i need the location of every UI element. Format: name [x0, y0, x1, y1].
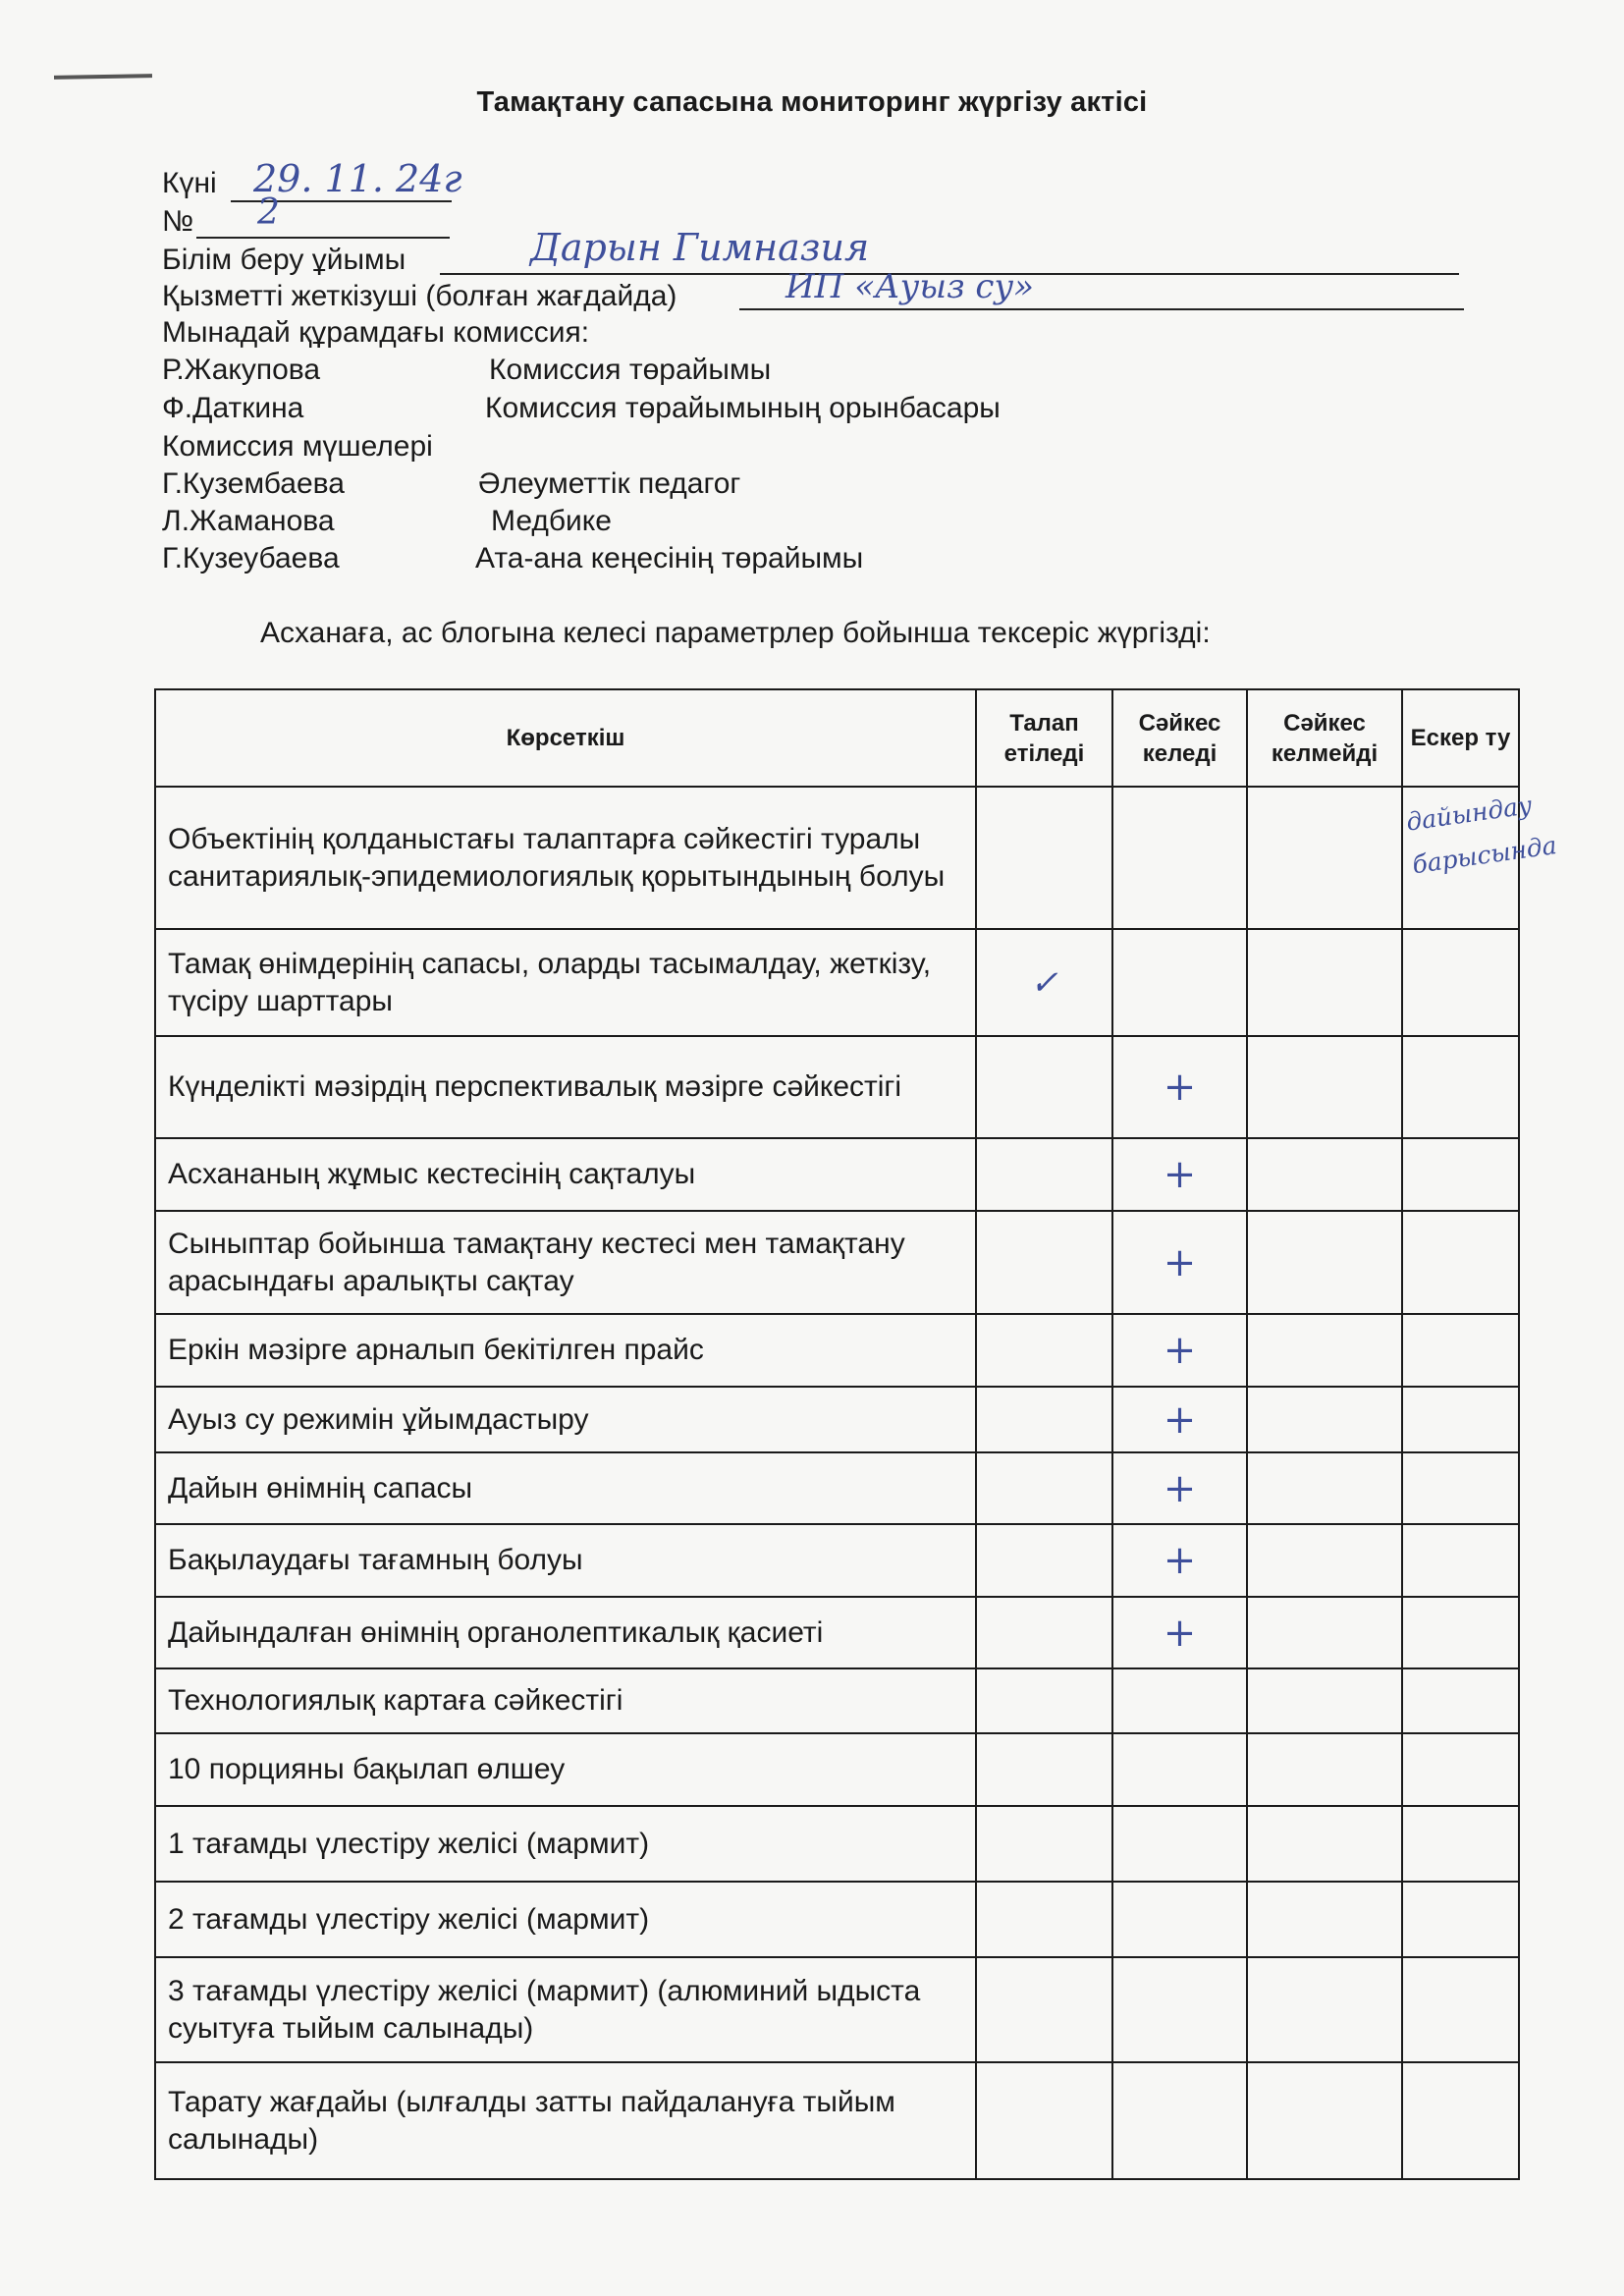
number-label: №: [162, 205, 194, 238]
commission-name: Р.Жакупова: [162, 354, 321, 386]
note-cell: [1402, 1806, 1519, 1882]
org-value: Дарын Гимназия: [530, 226, 870, 269]
required-cell: [976, 787, 1112, 929]
compliant-cell: [1112, 1138, 1247, 1211]
indicator-cell: 1 тағамды үлестіру желісі (мармит): [155, 1806, 976, 1882]
note-cell: [1402, 929, 1519, 1036]
compliant-mark: +: [1163, 1610, 1197, 1656]
noncompliant-cell: [1247, 1733, 1402, 1806]
supplier-line: [739, 308, 1464, 310]
commission-heading: Мынадай құрамдағы комиссия:: [162, 316, 590, 349]
noncompliant-cell: [1247, 1387, 1402, 1452]
table-row: [155, 1138, 1519, 1211]
indicator-cell: Бақылаудағы тағамның болуы: [155, 1524, 976, 1597]
required-mark: ✓: [1030, 962, 1058, 1003]
noncompliant-cell: [1247, 1211, 1402, 1314]
table-row: [155, 2062, 1519, 2179]
table-row: [155, 1597, 1519, 1668]
noncompliant-cell: [1247, 1524, 1402, 1597]
table-row: [155, 1314, 1519, 1387]
note-cell: [1402, 1733, 1519, 1806]
table-row: [155, 1524, 1519, 1597]
compliant-mark: +: [1163, 1465, 1197, 1511]
compliant-mark: +: [1163, 1152, 1197, 1197]
member-name: Г.Кузембаева: [162, 467, 345, 500]
note-cell: [1402, 1138, 1519, 1211]
header-compliant: Сәйкес келеді: [1112, 689, 1247, 787]
table-header-row: [155, 689, 1519, 787]
table-row: [155, 1882, 1519, 1957]
required-cell: [976, 1314, 1112, 1387]
indicator-cell: Тарату жағдайы (ылғалды затты пайдалануға тыйым салынады): [155, 2062, 976, 2179]
note-cell: [1402, 1387, 1519, 1452]
note-cell: [1402, 1314, 1519, 1387]
member-name: Л.Жаманова: [162, 505, 335, 537]
indicator-cell: Асхананың жұмыс кестесінің сақталуы: [155, 1138, 976, 1211]
noncompliant-cell: [1247, 2062, 1402, 2179]
compliant-mark: +: [1163, 1239, 1197, 1285]
required-cell: [976, 1138, 1112, 1211]
scan-mark: [54, 74, 152, 80]
compliant-cell: [1112, 1211, 1247, 1314]
monitoring-table: [154, 688, 1559, 2180]
indicator-cell: Дайындалған өнімнің органолептикалық қасиеті: [155, 1597, 976, 1668]
noncompliant-cell: [1247, 1597, 1402, 1668]
noncompliant-cell: [1247, 1957, 1402, 2062]
member-name: Г.Кузеубаева: [162, 542, 340, 574]
note-cell: [1402, 787, 1559, 929]
note-cell: [1402, 2062, 1519, 2179]
table-row: [155, 1733, 1519, 1806]
indicator-cell: Дайын өнімнің сапасы: [155, 1452, 976, 1524]
date-value: 29. 11. 24г: [253, 157, 462, 200]
header-noncompliant: Сәйкес келмейді: [1247, 689, 1402, 787]
compliant-cell: [1112, 1597, 1247, 1668]
intro-text: Асханаға, ас блогына келесі параметрлер бойынша тексеріс жүргізді:: [260, 617, 1211, 649]
indicator-cell: 10 порцияны бақылап өлшеу: [155, 1733, 976, 1806]
indicator-cell: Тамақ өнімдерінің сапасы, оларды тасымалдау, жеткізу, түсіру шарттары: [155, 929, 976, 1036]
noncompliant-cell: [1247, 929, 1402, 1036]
required-cell: [976, 1387, 1112, 1452]
table-row: [155, 1211, 1519, 1314]
member-role: Медбике: [491, 505, 612, 537]
compliant-cell: [1112, 1524, 1247, 1597]
indicator-cell: 3 тағамды үлестіру желісі (мармит) (алюминий ыдыста суытуға тыйым салынады): [155, 1957, 976, 2062]
note-cell: [1402, 1882, 1519, 1957]
noncompliant-cell: [1247, 1882, 1402, 1957]
required-cell: [976, 2062, 1112, 2179]
required-cell: [976, 1957, 1112, 2062]
number-value: 2: [257, 192, 280, 233]
table-row: [155, 1668, 1519, 1733]
member-role: Әлеуметтік педагог: [478, 467, 741, 500]
note-cell: [1402, 1957, 1519, 2062]
required-cell: [976, 1452, 1112, 1524]
commission-name: Ф.Даткина: [162, 392, 304, 424]
table-row: [155, 1387, 1519, 1452]
org-label: Білім беру ұйымы: [162, 244, 406, 276]
noncompliant-cell: [1247, 1668, 1402, 1733]
noncompliant-cell: [1247, 787, 1402, 929]
number-field: [162, 203, 193, 241]
indicator-cell: Күнделікті мәзірдің перспективалық мәзірге сәйкестігі: [155, 1036, 976, 1138]
header-required: Талап етіледі: [976, 689, 1112, 787]
note-cell: [1402, 1524, 1519, 1597]
table-row: [155, 1036, 1519, 1138]
required-cell: [976, 1597, 1112, 1668]
compliant-mark: +: [1163, 1328, 1197, 1373]
table-row: [155, 787, 1519, 929]
compliant-cell: [1112, 1314, 1247, 1387]
compliant-mark: +: [1163, 1396, 1197, 1443]
required-cell: [976, 1211, 1112, 1314]
compliant-cell: [1112, 1387, 1247, 1452]
note-cell: [1402, 1668, 1519, 1733]
required-cell: [976, 1733, 1112, 1806]
members-heading: Комиссия мүшелері: [162, 430, 433, 463]
required-cell: [976, 1668, 1112, 1733]
header-indicator: Көрсеткіш: [155, 689, 976, 787]
table-row: [155, 1957, 1519, 2062]
table-row: [155, 929, 1519, 1036]
required-cell: [976, 1882, 1112, 1957]
compliant-cell: [1112, 1806, 1247, 1882]
indicator-cell: Ауыз су режимін ұйымдастыру: [155, 1387, 976, 1452]
indicator-cell: 2 тағамды үлестіру желісі (мармит): [155, 1882, 976, 1957]
compliant-cell: [1112, 2062, 1247, 2179]
indicator-cell: Технологиялық картаға сәйкестігі: [155, 1668, 976, 1733]
note-cell: [1402, 1452, 1519, 1524]
compliant-cell: [1112, 1452, 1247, 1524]
member-role: Ата-ана кеңесінің төрайымы: [475, 542, 864, 574]
indicator-cell: Еркін мәзірге арналып бекітілген прайс: [155, 1314, 976, 1387]
compliant-cell: [1112, 1036, 1247, 1138]
note-cell: [1402, 1597, 1519, 1668]
document-title: Тамақтану сапасына мониторинг жүргізу актісі: [476, 86, 1148, 118]
noncompliant-cell: [1247, 1138, 1402, 1211]
note-cell: [1402, 1211, 1519, 1314]
number-line: [196, 237, 450, 239]
compliant-mark: +: [1163, 1065, 1197, 1110]
commission-role: Комиссия төрайымы: [489, 354, 772, 386]
required-cell: [976, 1806, 1112, 1882]
supplier-label: Қызметті жеткізуші (болған жағдайда): [162, 280, 677, 312]
required-cell: [976, 1524, 1112, 1597]
noncompliant-cell: [1247, 1036, 1402, 1138]
commission-role: Комиссия төрайымының орынбасары: [485, 392, 1001, 424]
table-row: [155, 1452, 1519, 1524]
note-cell: [1402, 1036, 1519, 1138]
date-label: Күні: [162, 167, 217, 199]
compliant-cell: [1112, 1957, 1247, 2062]
supplier-value: ИП «Ауыз су»: [785, 267, 1034, 306]
required-cell: [976, 929, 1112, 1036]
required-cell: [976, 1036, 1112, 1138]
compliant-cell: [1112, 929, 1247, 1036]
compliant-cell: [1112, 1733, 1247, 1806]
org-field: [162, 242, 406, 279]
compliant-cell: [1112, 1668, 1247, 1733]
supplier-field: [162, 278, 677, 315]
indicator-cell: Объектінің қолданыстағы талаптарға сәйкестігі туралы санитариялық-эпидемиологиялық қорытындының болуы: [155, 787, 976, 929]
noncompliant-cell: [1247, 1806, 1402, 1882]
date-field: [162, 165, 217, 202]
noncompliant-cell: [1247, 1314, 1402, 1387]
table-row: [155, 1806, 1519, 1882]
noncompliant-cell: [1247, 1452, 1402, 1524]
compliant-mark: +: [1163, 1538, 1197, 1583]
compliant-cell: [1112, 1882, 1247, 1957]
compliant-cell: [1112, 787, 1247, 929]
note-handwriting: дайындау барысында: [1404, 791, 1559, 880]
indicator-cell: Сыныптар бойынша тамақтану кестесі мен тамақтану арасындағы аралықты сақтау: [155, 1211, 976, 1314]
header-note: Ескер ту: [1402, 689, 1519, 787]
